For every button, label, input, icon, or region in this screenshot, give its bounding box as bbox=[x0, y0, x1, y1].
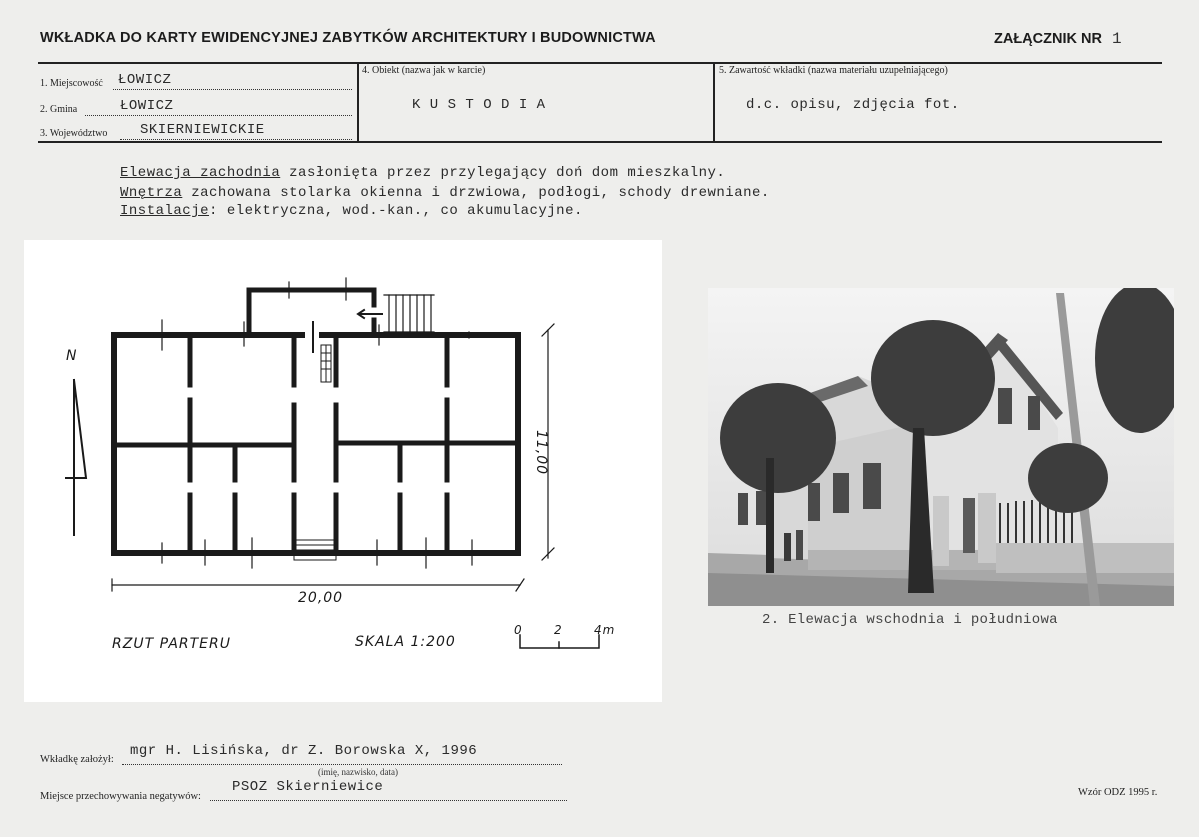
locality-dots bbox=[113, 89, 352, 90]
negatives-dots bbox=[210, 800, 567, 801]
description-text-2: zachowana stolarka okienna i drzwiowa, podłogi, schody drewniane. bbox=[182, 185, 770, 201]
height-dimension: 11,00 bbox=[533, 430, 549, 476]
plan-scale: SKALA 1:200 bbox=[355, 634, 456, 650]
founded-dots bbox=[122, 764, 562, 765]
voivodeship-dots bbox=[120, 139, 352, 140]
scalebar-four: 4m bbox=[594, 623, 616, 637]
voivodeship-label: 3. Województwo bbox=[40, 128, 108, 139]
annex-value: 1 bbox=[1111, 30, 1122, 48]
north-label: N bbox=[66, 348, 78, 364]
form-top-rule bbox=[38, 62, 1162, 64]
scalebar-zero: 0 bbox=[514, 623, 523, 637]
commune-value: ŁOWICZ bbox=[120, 98, 174, 114]
card-title: WKŁADKA DO KARTY EWIDENCYJNEJ ZABYTKÓW ARCHITEKTURY I BUDOWNICTWA bbox=[40, 30, 656, 46]
negatives-label: Miejsce przechowywania negatywów: bbox=[40, 791, 201, 802]
scalebar-two: 2 bbox=[554, 623, 563, 637]
description-line-2 bbox=[120, 185, 770, 201]
form-divider-2 bbox=[713, 62, 715, 142]
description-heading-3: Instalacje bbox=[120, 203, 210, 219]
commune-label: 2. Gmina bbox=[40, 104, 78, 115]
description-text-3: : elektryczna, wod.-kan., co akumulacyjne. bbox=[209, 203, 583, 219]
description-line-3 bbox=[120, 203, 583, 219]
locality-value: ŁOWICZ bbox=[118, 72, 172, 88]
object-value: K U S T O D I A bbox=[412, 97, 546, 113]
floor-plan-drawing bbox=[24, 240, 662, 702]
voivodeship-value: SKIERNIEWICKIE bbox=[140, 122, 265, 138]
object-label: 4. Obiekt (nazwa jak w karcie) bbox=[362, 65, 486, 76]
photo-caption: 2. Elewacja wschodnia i południowa bbox=[762, 612, 1058, 628]
founded-label: Wkładkę założył: bbox=[40, 754, 114, 765]
annex-label: ZAŁĄCZNIK NR bbox=[994, 31, 1102, 47]
negatives-value: PSOZ Skierniewice bbox=[232, 779, 384, 795]
description-heading-1: Elewacja zachodnia bbox=[120, 165, 281, 181]
commune-dots bbox=[85, 115, 352, 116]
commune-field bbox=[40, 96, 352, 116]
annex-number bbox=[994, 30, 1122, 48]
template-note: Wzór ODZ 1995 r. bbox=[1078, 787, 1158, 798]
building-photo-image bbox=[708, 288, 1174, 606]
form-divider-1 bbox=[357, 62, 359, 142]
founded-hint: (imię, nazwisko, data) bbox=[318, 767, 398, 777]
locality-field bbox=[40, 70, 352, 90]
description-heading-2: Wnętrza bbox=[120, 185, 183, 201]
locality-label: 1. Miejscowość bbox=[40, 78, 103, 89]
plan-title: RZUT PARTERU bbox=[112, 636, 231, 652]
contents-value: d.c. opisu, zdjęcia fot. bbox=[746, 97, 960, 113]
founded-value: mgr H. Lisińska, dr Z. Borowska X, 1996 bbox=[130, 743, 478, 759]
floor-plan-panel bbox=[24, 240, 662, 702]
description-text-1: zasłonięta przez przylegający doń dom mieszkalny. bbox=[280, 165, 726, 181]
contents-label: 5. Zawartość wkładki (nazwa materiału uzupełniającego) bbox=[719, 65, 948, 76]
voivodeship-field bbox=[40, 122, 352, 142]
building-photo bbox=[708, 288, 1174, 606]
description-line-1 bbox=[120, 165, 725, 181]
width-dimension: 20,00 bbox=[298, 590, 344, 606]
